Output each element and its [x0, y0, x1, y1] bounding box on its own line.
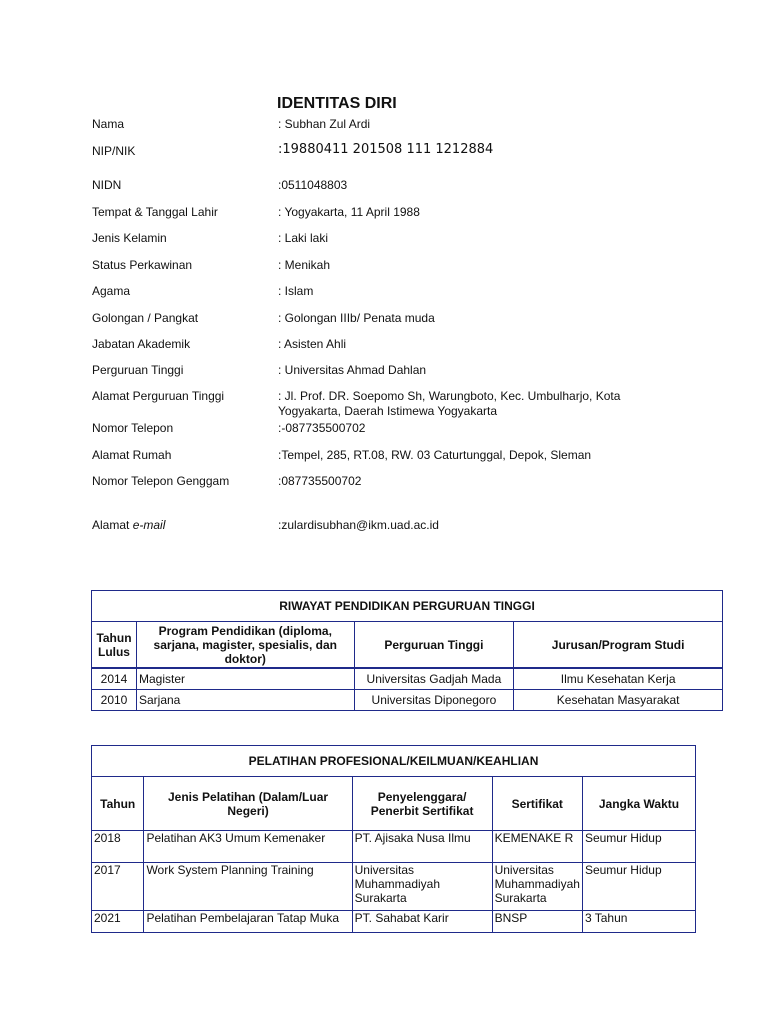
label-status: Status Perkawinan [92, 258, 193, 272]
table-row [92, 668, 723, 690]
training-cell: Pelatihan AK3 Umum Kemenaker [144, 831, 352, 863]
value-golongan: : Golongan IIIb/ Penata muda [278, 311, 435, 325]
label-nip: NIP/NIK [92, 144, 136, 158]
value-nama: : Subhan Zul Ardi [278, 117, 371, 131]
education-caption: RIWAYAT PENDIDIKAN PERGURUAN TINGGI [92, 591, 723, 622]
label-email-prefix: Alamat [92, 518, 133, 532]
training-header-period: Jangka Waktu [582, 777, 695, 831]
value-email: :zulardisubhan@ikm.uad.ac.id [278, 518, 439, 532]
value-agama: : Islam [278, 284, 314, 298]
table-row [92, 831, 696, 863]
education-cell: Universitas Gadjah Mada [354, 668, 514, 690]
education-cell: 2010 [92, 690, 137, 711]
label-jenis-kelamin: Jenis Kelamin [92, 231, 167, 245]
training-header-certificate: Sertifikat [492, 777, 582, 831]
education-header-university: Perguruan Tinggi [354, 622, 514, 669]
training-cell: Seumur Hidup [582, 863, 695, 911]
education-table [91, 590, 723, 711]
label-email-italic: e-mail [132, 518, 166, 532]
value-alamat-pt-line1: : Jl. Prof. DR. Soepomo Sh, Warungboto, Kec. Umbulharjo, Kota [278, 389, 621, 403]
training-header-organizer: Penyelenggara/ Penerbit Sertifikat [352, 777, 492, 831]
value-nidn: :0511048803 [278, 178, 348, 192]
education-cell: Universitas Diponegoro [354, 690, 514, 711]
education-header-year: Tahun Lulus [92, 622, 137, 669]
education-header-program: Program Pendidikan (diploma, sarjana, magister, spesialis, dan doktor) [136, 622, 354, 669]
label-ttl: Tempat & Tanggal Lahir [92, 205, 218, 219]
training-table [91, 745, 696, 933]
label-alamat-rumah: Alamat Rumah [92, 448, 172, 462]
label-agama: Agama [92, 284, 131, 298]
value-hp: :087735500702 [278, 474, 362, 488]
value-jenis-kelamin: : Laki laki [278, 231, 329, 245]
education-cell: 2014 [92, 668, 137, 690]
value-alamat-pt-line2: Yogyakarta, Daerah Istimewa Yogyakarta [278, 404, 498, 418]
education-cell: Kesehatan Masyarakat [514, 690, 723, 711]
training-cell: KEMENAKE R [492, 831, 582, 863]
value-status: : Menikah [278, 258, 331, 272]
label-jabatan: Jabatan Akademik [92, 337, 191, 351]
training-header-year: Tahun [92, 777, 144, 831]
label-email [92, 518, 165, 532]
training-cell: Universitas Muhammadiyah Surakarta [492, 863, 582, 911]
education-cell: Sarjana [136, 690, 354, 711]
training-cell: Universitas Muhammadiyah Surakarta [352, 863, 492, 911]
table-row [92, 690, 723, 711]
training-cell: 3 Tahun [582, 911, 695, 933]
value-ttl: : Yogyakarta, 11 April 1988 [278, 205, 420, 219]
value-pt: : Universitas Ahmad Dahlan [278, 363, 427, 377]
value-telepon: :-087735500702 [278, 421, 366, 435]
training-cell: 2018 [92, 831, 144, 863]
label-nama: Nama [92, 117, 125, 131]
training-cell: 2017 [92, 863, 144, 911]
education-header-major: Jurusan/Program Studi [514, 622, 723, 669]
value-nip: :19880411 201508 111 1212884 [278, 142, 494, 157]
training-cell: Work System Planning Training [144, 863, 352, 911]
training-cell: Pelatihan Pembelajaran Tatap Muka [144, 911, 352, 933]
label-golongan: Golongan / Pangkat [92, 311, 199, 325]
table-row [92, 911, 696, 933]
document-title: IDENTITAS DIRI [277, 95, 397, 112]
value-alamat-rumah: :Tempel, 285, RT.08, RW. 03 Caturtunggal, Depok, Sleman [278, 448, 592, 462]
training-cell: 2021 [92, 911, 144, 933]
value-jabatan: : Asisten Ahli [278, 337, 347, 351]
training-cell: BNSP [492, 911, 582, 933]
label-telepon: Nomor Telepon [92, 421, 174, 435]
label-hp: Nomor Telepon Genggam [92, 474, 230, 488]
training-header-type: Jenis Pelatihan (Dalam/Luar Negeri) [144, 777, 352, 831]
training-cell: Seumur Hidup [582, 831, 695, 863]
label-alamat-pt: Alamat Perguruan Tinggi [92, 389, 225, 403]
label-pt: Perguruan Tinggi [92, 363, 184, 377]
table-row [92, 863, 696, 911]
education-cell: Magister [136, 668, 354, 690]
label-nidn: NIDN [92, 178, 122, 192]
training-cell: PT. Ajisaka Nusa Ilmu [352, 831, 492, 863]
training-cell: PT. Sahabat Karir [352, 911, 492, 933]
education-cell: Ilmu Kesehatan Kerja [514, 668, 723, 690]
training-caption: PELATIHAN PROFESIONAL/KEILMUAN/KEAHLIAN [92, 746, 696, 777]
